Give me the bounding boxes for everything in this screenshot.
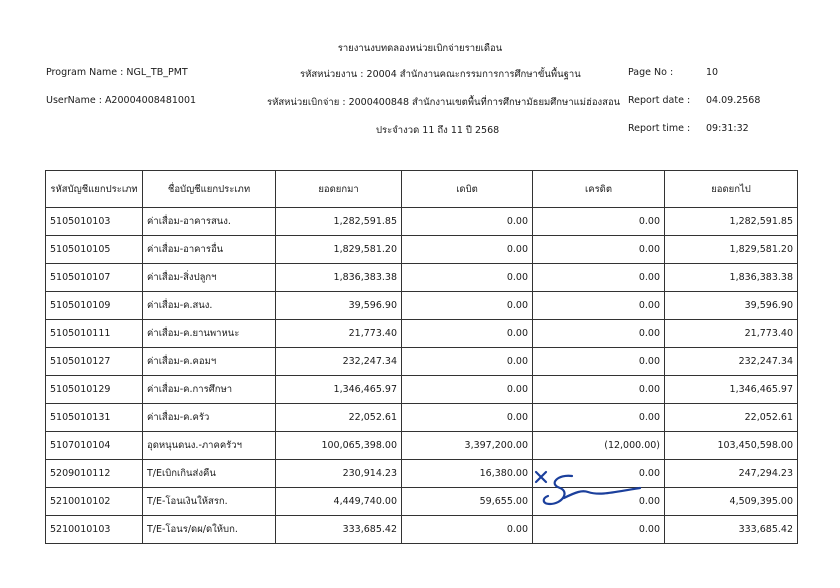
trial-balance-table	[45, 170, 798, 544]
cell-code: 5209010112	[46, 460, 143, 488]
page-no-label: Page No :	[628, 67, 674, 78]
col-header-credit: เครดิต	[533, 171, 665, 208]
table-row	[46, 488, 798, 516]
cell-brought-forward: 1,346,465.97	[276, 376, 402, 404]
report-date-label: Report date :	[628, 95, 691, 106]
cell-credit: 0.00	[533, 488, 665, 516]
table-row	[46, 516, 798, 544]
cell-debit: 0.00	[402, 264, 533, 292]
program-name	[46, 67, 188, 78]
cell-code: 5105010111	[46, 320, 143, 348]
table-row	[46, 432, 798, 460]
cell-debit: 0.00	[402, 348, 533, 376]
cell-code: 5105010105	[46, 236, 143, 264]
cell-brought-forward: 22,052.61	[276, 404, 402, 432]
user-label: UserName :	[46, 95, 102, 106]
cell-brought-forward: 39,596.90	[276, 292, 402, 320]
table-row	[46, 236, 798, 264]
cell-code: 5210010103	[46, 516, 143, 544]
cell-carried-forward: 4,509,395.00	[665, 488, 798, 516]
disbursement-line	[267, 95, 620, 110]
cell-name: ค่าเสื่อม-อาคารอื่น	[143, 236, 276, 264]
table-row	[46, 264, 798, 292]
cell-credit: 0.00	[533, 348, 665, 376]
program-label: Program Name :	[46, 67, 124, 78]
table-row	[46, 348, 798, 376]
cell-credit: 0.00	[533, 460, 665, 488]
table-row	[46, 208, 798, 236]
col-header-brought-forward: ยอดยกมา	[276, 171, 402, 208]
cell-code: 5105010107	[46, 264, 143, 292]
cell-carried-forward: 232,247.34	[665, 348, 798, 376]
cell-code: 5105010131	[46, 404, 143, 432]
cell-name: ค่าเสื่อม-ค.ยานพาหนะ	[143, 320, 276, 348]
disb-label: รหัสหน่วยเบิกจ่าย :	[267, 97, 346, 108]
cell-code: 5105010103	[46, 208, 143, 236]
cell-brought-forward: 333,685.42	[276, 516, 402, 544]
cell-name: ค่าเสื่อม-อาคารสนง.	[143, 208, 276, 236]
cell-code: 5105010109	[46, 292, 143, 320]
cell-name: T/E-โอนเงินให้สรก.	[143, 488, 276, 516]
cell-carried-forward: 1,282,591.85	[665, 208, 798, 236]
cell-carried-forward: 21,773.40	[665, 320, 798, 348]
user-value: A20004008481001	[104, 95, 197, 106]
cell-carried-forward: 22,052.61	[665, 404, 798, 432]
cell-name: T/Eเบิกเกินส่งคืน	[143, 460, 276, 488]
cell-debit: 0.00	[402, 320, 533, 348]
cell-credit: 0.00	[533, 292, 665, 320]
cell-credit: 0.00	[533, 376, 665, 404]
cell-brought-forward: 230,914.23	[276, 460, 402, 488]
cell-debit: 0.00	[402, 236, 533, 264]
cell-debit: 16,380.00	[402, 460, 533, 488]
agency-label: รหัสหน่วยงาน :	[300, 69, 364, 80]
cell-code: 5105010127	[46, 348, 143, 376]
cell-name: ค่าเสื่อม-ค.สนง.	[143, 292, 276, 320]
cell-carried-forward: 247,294.23	[665, 460, 798, 488]
cell-debit: 59,655.00	[402, 488, 533, 516]
cell-credit: 0.00	[533, 236, 665, 264]
disb-value: 2000400848 สำนักงานเขตพื้นที่การศึกษามัธยมศึกษาแม่ฮ่องสอน	[348, 97, 621, 108]
cell-brought-forward: 21,773.40	[276, 320, 402, 348]
cell-carried-forward: 1,829,581.20	[665, 236, 798, 264]
cell-carried-forward: 39,596.90	[665, 292, 798, 320]
cell-brought-forward: 1,836,383.38	[276, 264, 402, 292]
cell-credit: 0.00	[533, 264, 665, 292]
program-value: NGL_TB_PMT	[126, 67, 188, 78]
cell-name: ค่าเสื่อม-ค.ครัว	[143, 404, 276, 432]
cell-credit: 0.00	[533, 320, 665, 348]
cell-brought-forward: 1,829,581.20	[276, 236, 402, 264]
report-title: รายงานงบทดลองหน่วยเบิกจ่ายรายเดือน	[337, 43, 503, 54]
cell-debit: 0.00	[402, 292, 533, 320]
cell-credit: 0.00	[533, 404, 665, 432]
col-header-code: รหัสบัญชีแยกประเภท	[46, 171, 143, 208]
agency-line	[300, 67, 581, 82]
cell-brought-forward: 100,065,398.00	[276, 432, 402, 460]
cell-brought-forward: 232,247.34	[276, 348, 402, 376]
cell-carried-forward: 103,450,598.00	[665, 432, 798, 460]
table-header-row	[46, 171, 798, 208]
cell-debit: 3,397,200.00	[402, 432, 533, 460]
report-time-label: Report time :	[628, 123, 691, 134]
report-time-value: 09:31:32	[706, 123, 749, 134]
cell-debit: 0.00	[402, 208, 533, 236]
cell-name: T/E-โอนร/ดผ/ดให้บก.	[143, 516, 276, 544]
page-no-value: 10	[706, 67, 719, 78]
cell-brought-forward: 1,282,591.85	[276, 208, 402, 236]
cell-debit: 0.00	[402, 376, 533, 404]
col-header-debit: เดบิต	[402, 171, 533, 208]
cell-debit: 0.00	[402, 516, 533, 544]
report-date-value: 04.09.2568	[706, 95, 761, 106]
col-header-carried-forward: ยอดยกไป	[665, 171, 798, 208]
cell-brought-forward: 4,449,740.00	[276, 488, 402, 516]
table-row	[46, 404, 798, 432]
table-row	[46, 292, 798, 320]
cell-credit: (12,000.00)	[533, 432, 665, 460]
cell-name: ค่าเสื่อม-ค.คอมฯ	[143, 348, 276, 376]
cell-code: 5107010104	[46, 432, 143, 460]
cell-credit: 0.00	[533, 208, 665, 236]
cell-credit: 0.00	[533, 516, 665, 544]
table-row	[46, 460, 798, 488]
col-header-name: ชื่อบัญชีแยกประเภท	[143, 171, 276, 208]
cell-debit: 0.00	[402, 404, 533, 432]
cell-code: 5105010129	[46, 376, 143, 404]
cell-carried-forward: 1,836,383.38	[665, 264, 798, 292]
agency-value: 20004 สำนักงานคณะกรรมการการศึกษาขั้นพื้นฐาน	[366, 69, 581, 80]
cell-name: ค่าเสื่อม-ค.การศึกษา	[143, 376, 276, 404]
cell-carried-forward: 1,346,465.97	[665, 376, 798, 404]
table-row	[46, 320, 798, 348]
cell-name: ค่าเสื่อม-สิ่งปลูกฯ	[143, 264, 276, 292]
cell-name: อุดหนุนดนง.-ภาคครัวฯ	[143, 432, 276, 460]
period-line: ประจำงวด 11 ถึง 11 ปี 2568	[376, 125, 500, 136]
user-name	[46, 95, 196, 106]
cell-carried-forward: 333,685.42	[665, 516, 798, 544]
table-row	[46, 376, 798, 404]
cell-code: 5210010102	[46, 488, 143, 516]
